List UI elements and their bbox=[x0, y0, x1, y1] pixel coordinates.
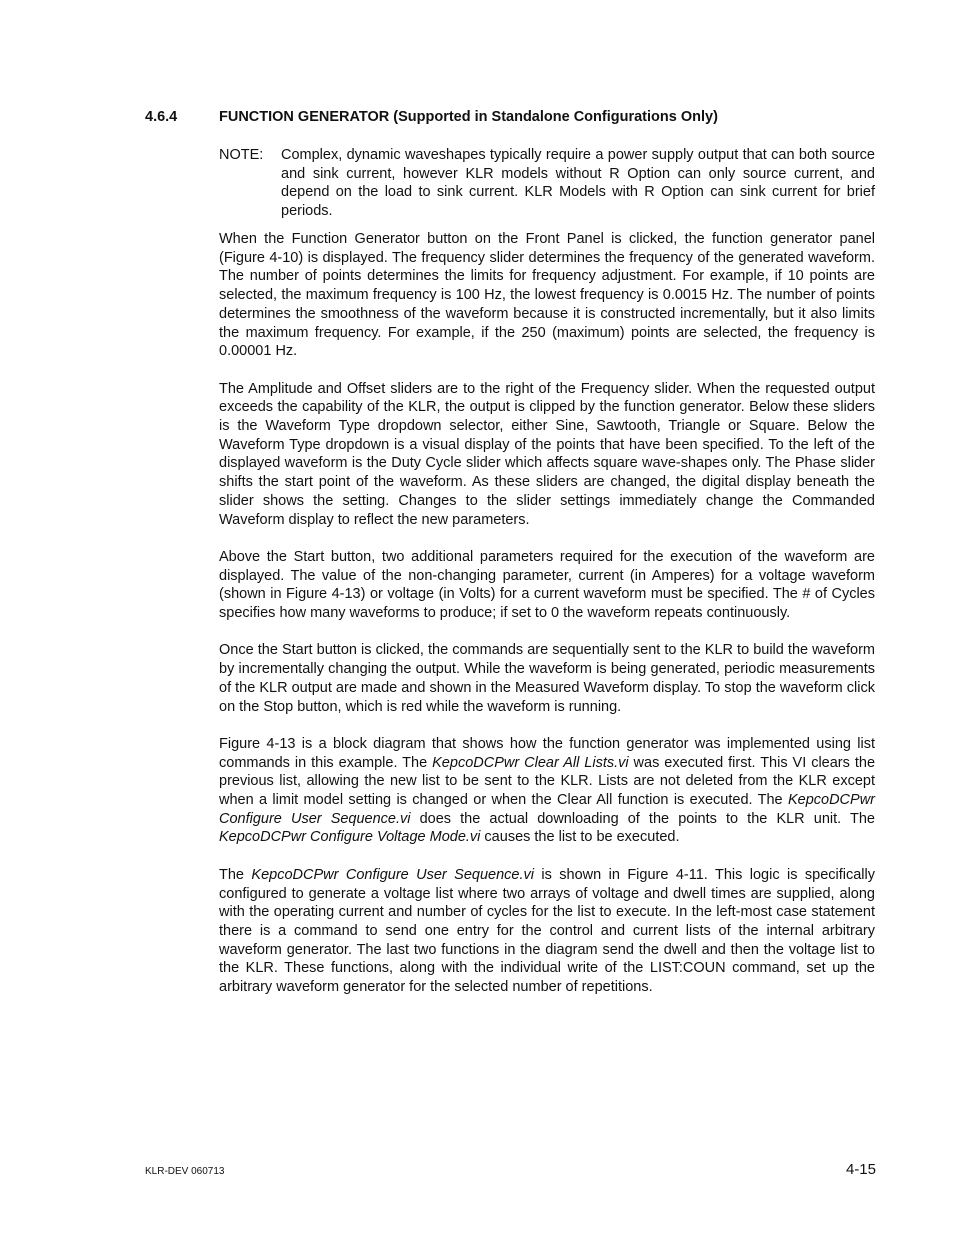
paragraph-text: does the actual downloading of the points to the KLR unit. The bbox=[410, 810, 875, 827]
paragraph-text: was executed first. This VI clears the previous list, allowing the new list to be sent to the KLR. Lists are not deleted from the KLR except when a limit model setting is changed or when the Clear All function is executed. The bbox=[219, 754, 876, 809]
paragraph bbox=[219, 735, 875, 847]
vi-name: KepcoDCPwr Configure Voltage Mode.vi bbox=[219, 829, 481, 846]
body-text bbox=[219, 230, 875, 997]
paragraph-text: When the Function Generator button on the Front Panel is clicked, the function generator panel (Figure 4-10) is displayed. The frequency slider determines the frequency of the generated waveform. The number of points determines the limits for frequency adjustment. For example, if 10 points are selected, the maximum frequency is 100 Hz, the lowest frequency is 0.0015 Hz. The number of points determines the smoothness of the waveform because it is constructed incrementally, but it also limits the maximum frequency. For example, if the 250 (maximum) points are selected, the frequency is 0.00001 Hz. bbox=[219, 231, 875, 360]
paragraph bbox=[219, 230, 875, 361]
paragraph-text: causes the list to be executed. bbox=[480, 829, 680, 846]
paragraph-text: Figure 4-13 is a block diagram that shows how the function generator was implemented using list commands in this example. The bbox=[219, 735, 875, 771]
paragraph bbox=[219, 548, 875, 623]
paragraph bbox=[219, 866, 875, 997]
section-number: 4.6.4 bbox=[145, 109, 178, 125]
vi-name: KepcoDCPwr Configure User Sequence.vi bbox=[219, 792, 875, 827]
paragraph-text: The Amplitude and Offset sliders are to the right of the Frequency slider. When the requested output exceeds the capability of the KLR, the output is clipped by the function generator. Below these sliders is the Waveform Type dropdown selector, either Sine, Sawtooth, Triangle or Square. Below the Waveform Type dropdown is a visual display of the points that have been specified. To the left of the displayed waveform is the Duty Cycle slider which affects square wave-shapes only. The Phase slider shifts the start point of the waveform. As these sliders are changed, the digital display beneath the slider shows the setting. Changes to the slider settings immediately change the Commanded Waveform display to reflect the new parameters. bbox=[219, 380, 875, 528]
vi-name: KepcoDCPwr Clear All Lists.vi bbox=[432, 754, 629, 771]
note-label: NOTE: bbox=[219, 147, 264, 163]
note-text: Complex, dynamic waveshapes typically require a power supply output that can both source and sink current, however KLR models without R Option can only source current, and depend on the load to sink current. KLR Models with R Option can sink current for brief periods. bbox=[281, 147, 875, 219]
paragraph-text: is shown in Figure 4-11. This logic is specifically configured to generate a voltage list where two arrays of voltage and dwell times are supplied, along with the operating current and number of cycles for the list to execute. In the left-most case statement there is a command to send one entry for the control and current lists of the internal arbitrary waveform generator. The last two functions in the diagram send the dwell and then the voltage list to the KLR. These functions, along with the individual write of the LIST:COUN command, set up the arbitrary waveform generator for the selected number of repetitions. bbox=[219, 866, 875, 996]
paragraph bbox=[219, 380, 875, 530]
paragraph-text: Once the Start button is clicked, the commands are sequentially sent to the KLR to build the waveform by incrementally changing the output. While the waveform is being generated, periodic measurements of the KLR output are made and shown in the Measured Waveform display. To stop the waveform click on the Stop button, which is red while the waveform is running. bbox=[219, 642, 875, 715]
footer-page-number: 4-15 bbox=[845, 1161, 876, 1178]
vi-name: KepcoDCPwr Configure User Sequence.vi bbox=[251, 866, 534, 883]
section-title: FUNCTION GENERATOR (Supported in Standalone Configurations Only) bbox=[219, 109, 718, 125]
paragraph-text: Above the Start button, two additional parameters required for the execution of the waveform are displayed. The value of the non-changing parameter, current (in Amperes) for a voltage waveform (shown in Figure 4-13) or voltage (in Volts) for a current waveform must be specified. The # of Cycles specifies how many waveforms to produce; if set to 0 the waveform repeats continuously. bbox=[219, 548, 875, 622]
paragraph bbox=[219, 641, 875, 716]
paragraph-text: The bbox=[219, 866, 252, 883]
section-heading bbox=[145, 108, 718, 126]
footer-document-id: KLR-DEV 060713 bbox=[145, 1166, 225, 1177]
note-block bbox=[219, 146, 875, 220]
